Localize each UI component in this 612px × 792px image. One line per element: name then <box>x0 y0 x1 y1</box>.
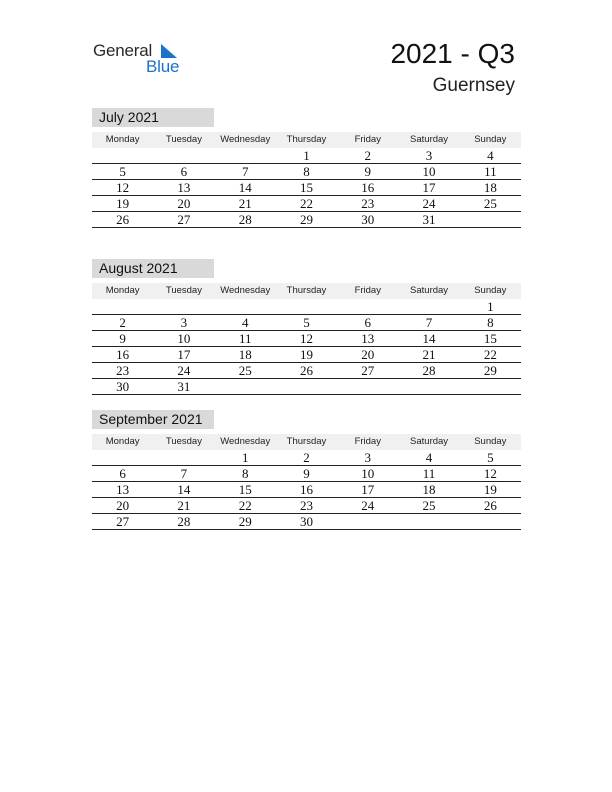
day-cell: 10 <box>177 331 191 346</box>
day-cell: 30 <box>116 379 130 394</box>
day-cell: 18 <box>483 180 497 195</box>
day-cell: 16 <box>361 180 375 195</box>
day-cell <box>337 299 398 314</box>
day-cell: 1 <box>487 299 494 314</box>
weekday-label: Wednesday <box>220 285 271 296</box>
week-row <box>92 299 521 315</box>
day-cell <box>276 299 337 314</box>
day-cell <box>153 148 214 163</box>
day-cell: 18 <box>238 347 252 362</box>
day-cell: 25 <box>422 498 436 513</box>
day-cell: 12 <box>299 331 313 346</box>
day-cell <box>337 514 398 529</box>
day-cell <box>398 379 459 394</box>
day-cell <box>215 148 276 163</box>
day-cell: 4 <box>425 450 433 465</box>
day-cell: 9 <box>364 164 372 179</box>
week-row <box>92 482 521 498</box>
day-cell <box>215 379 276 394</box>
weekday-label: Thursday <box>286 134 327 145</box>
day-cell: 26 <box>483 498 497 513</box>
weekday-label: Friday <box>354 134 381 145</box>
day-cell <box>398 514 459 529</box>
week-row <box>92 315 521 331</box>
day-cell: 5 <box>119 164 126 179</box>
month-july <box>92 108 521 228</box>
day-cell: 13 <box>177 180 191 195</box>
month-title: July 2021 <box>92 108 214 127</box>
week-row <box>92 180 521 196</box>
day-cell: 11 <box>238 331 252 346</box>
day-cell: 21 <box>422 347 436 362</box>
day-cell: 18 <box>422 482 436 497</box>
day-cell: 24 <box>422 196 436 211</box>
day-cell <box>460 212 521 227</box>
day-cell: 9 <box>303 466 310 481</box>
weekday-label: Sunday <box>474 436 507 447</box>
weekday-label: Tuesday <box>165 436 202 447</box>
week-row <box>92 514 521 530</box>
day-cell: 17 <box>361 482 375 497</box>
day-cell <box>92 450 153 465</box>
day-cell: 1 <box>241 450 249 465</box>
month-title: September 2021 <box>92 410 214 429</box>
generalblue-logo <box>93 41 193 81</box>
day-cell: 29 <box>483 363 497 378</box>
day-cell: 26 <box>116 212 130 227</box>
day-cell: 14 <box>177 482 191 497</box>
day-cell: 3 <box>364 450 372 465</box>
day-cell: 25 <box>483 196 497 211</box>
day-cell: 31 <box>422 212 436 227</box>
day-cell: 29 <box>299 212 313 227</box>
day-cell: 16 <box>299 482 313 497</box>
day-cell: 5 <box>487 450 494 465</box>
weekday-label: Saturday <box>410 134 449 145</box>
day-cell: 8 <box>241 466 249 481</box>
week-row <box>92 363 521 379</box>
weekday-label: Thursday <box>286 285 327 296</box>
day-cell: 7 <box>241 164 249 179</box>
day-cell: 16 <box>116 347 130 362</box>
day-cell: 28 <box>422 363 436 378</box>
logo-blue-text: Blue <box>146 57 180 76</box>
day-cell: 9 <box>119 331 126 346</box>
day-cell <box>153 450 214 465</box>
day-cell: 20 <box>116 498 130 513</box>
week-row <box>92 212 521 228</box>
day-cell: 21 <box>177 498 191 513</box>
day-cell: 23 <box>361 196 375 211</box>
week-row <box>92 347 521 363</box>
page-title: 2021 - Q3 <box>390 38 515 69</box>
day-cell: 15 <box>238 482 252 497</box>
month-grid <box>92 148 521 228</box>
day-cell: 20 <box>361 347 375 362</box>
day-cell: 14 <box>238 180 252 195</box>
day-cell: 8 <box>487 315 494 330</box>
day-cell: 2 <box>303 450 310 465</box>
weekday-label: Monday <box>105 436 140 447</box>
day-cell: 3 <box>425 148 433 163</box>
weekday-label: Monday <box>105 285 140 296</box>
day-cell: 13 <box>116 482 130 497</box>
day-cell: 20 <box>177 196 191 211</box>
day-cell <box>153 299 214 314</box>
day-cell: 27 <box>177 212 191 227</box>
day-cell: 8 <box>303 164 310 179</box>
day-cell: 2 <box>364 148 372 163</box>
day-cell: 14 <box>422 331 436 346</box>
day-cell <box>92 299 153 314</box>
week-row <box>92 450 521 466</box>
day-cell <box>92 148 153 163</box>
day-cell: 6 <box>180 164 188 179</box>
day-cell: 30 <box>361 212 375 227</box>
day-cell: 19 <box>483 482 497 497</box>
weekday-header <box>92 132 521 148</box>
day-cell: 22 <box>483 347 497 362</box>
day-cell: 12 <box>483 466 497 481</box>
day-cell <box>276 379 337 394</box>
day-cell: 17 <box>422 180 436 195</box>
day-cell <box>398 299 459 314</box>
weekday-label: Tuesday <box>165 285 202 296</box>
day-cell: 13 <box>361 331 375 346</box>
day-cell: 10 <box>422 164 436 179</box>
day-cell: 31 <box>177 379 191 394</box>
day-cell: 27 <box>116 514 130 529</box>
day-cell: 23 <box>299 498 313 513</box>
day-cell <box>460 514 521 529</box>
day-cell: 2 <box>119 315 126 330</box>
week-row <box>92 148 521 164</box>
weekday-label: Monday <box>105 134 140 145</box>
weekday-label: Saturday <box>410 285 449 296</box>
week-row <box>92 498 521 514</box>
day-cell: 15 <box>299 180 313 195</box>
weekday-label: Friday <box>354 285 381 296</box>
day-cell: 1 <box>303 148 310 163</box>
weekday-label: Wednesday <box>220 134 271 145</box>
week-row <box>92 379 521 395</box>
day-cell: 22 <box>299 196 313 211</box>
day-cell <box>460 379 521 394</box>
month-grid <box>92 299 521 395</box>
day-cell: 15 <box>483 331 497 346</box>
day-cell: 23 <box>116 363 130 378</box>
day-cell: 5 <box>303 315 310 330</box>
day-cell: 4 <box>487 148 494 163</box>
day-cell: 3 <box>180 315 188 330</box>
weekday-label: Tuesday <box>165 134 202 145</box>
week-row <box>92 466 521 482</box>
month-september <box>92 410 521 530</box>
weekday-header <box>92 434 521 450</box>
day-cell <box>337 379 398 394</box>
day-cell: 22 <box>238 498 252 513</box>
day-cell: 6 <box>364 315 372 330</box>
weekday-label: Friday <box>354 436 381 447</box>
day-cell: 28 <box>238 212 252 227</box>
day-cell: 19 <box>299 347 313 362</box>
weekday-label: Sunday <box>474 285 507 296</box>
day-cell: 26 <box>299 363 313 378</box>
weekday-label: Thursday <box>286 436 327 447</box>
weekday-label: Sunday <box>474 134 507 145</box>
day-cell: 6 <box>119 466 126 481</box>
day-cell: 12 <box>116 180 130 195</box>
day-cell: 27 <box>361 363 375 378</box>
day-cell: 17 <box>177 347 191 362</box>
logo-general-text: General <box>93 41 153 60</box>
day-cell: 25 <box>238 363 252 378</box>
week-row <box>92 196 521 212</box>
day-cell: 28 <box>177 514 191 529</box>
week-row <box>92 331 521 347</box>
day-cell: 30 <box>299 514 313 529</box>
weekday-label: Saturday <box>410 436 449 447</box>
day-cell: 24 <box>361 498 375 513</box>
day-cell: 7 <box>180 466 188 481</box>
weekday-label: Wednesday <box>220 436 271 447</box>
logo-triangle-icon <box>161 44 177 58</box>
day-cell: 11 <box>422 466 436 481</box>
week-row <box>92 164 521 180</box>
day-cell: 4 <box>241 315 249 330</box>
month-title: August 2021 <box>92 259 214 278</box>
day-cell <box>215 299 276 314</box>
day-cell: 19 <box>116 196 130 211</box>
day-cell: 21 <box>238 196 252 211</box>
month-august <box>92 259 521 395</box>
weekday-header <box>92 283 521 299</box>
day-cell: 24 <box>177 363 191 378</box>
month-grid <box>92 450 521 530</box>
day-cell: 11 <box>484 164 497 179</box>
day-cell: 10 <box>361 466 375 481</box>
country-name: Guernsey <box>432 75 515 96</box>
day-cell: 29 <box>238 514 252 529</box>
day-cell: 7 <box>425 315 433 330</box>
